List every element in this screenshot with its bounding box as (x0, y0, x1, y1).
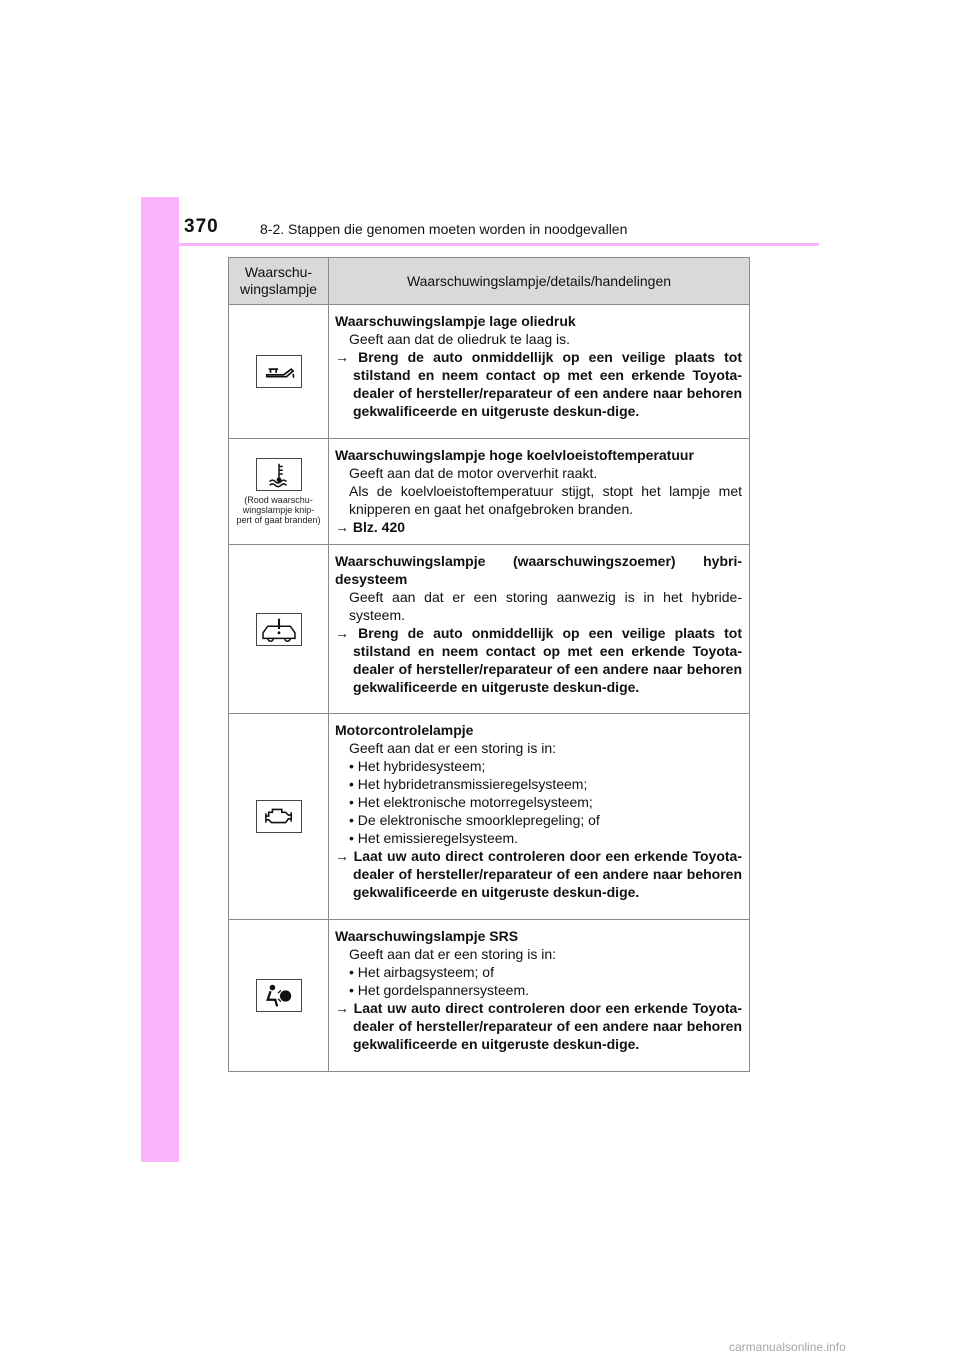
list-item-text: Het hybridesysteem; (357, 758, 486, 774)
lamp-title: Motorcontrolelampje (335, 722, 474, 738)
lamp-action (335, 999, 742, 1053)
lamp-cell (229, 439, 329, 545)
list-item-text: Het gordelspannersysteem. (357, 982, 529, 998)
bullet-icon: • (349, 964, 354, 980)
watermark: carmanualsonline.info (729, 1340, 846, 1354)
lamp-description: Geeft aan dat er een storing is in: (349, 946, 557, 962)
list-item-text: Het airbagsysteem; of (357, 964, 494, 980)
bullet-icon: • (349, 982, 354, 998)
arrow-icon: → (335, 625, 349, 641)
action-text: Blz. 420 (352, 519, 406, 535)
action-text: Laat uw auto direct controleren door een erkende Toyota-dealer of hersteller/reparateur of een andere naar behoren gekwalificeerde en uitgeruste deskun-dige. (353, 1000, 743, 1052)
bullet-icon: • (349, 776, 354, 792)
lamp-action (335, 624, 742, 696)
lamp-cell (229, 920, 329, 1072)
lamp-action (335, 847, 742, 901)
lamp-description: Geeft aan dat de motor oververhit raakt. (349, 465, 598, 481)
action-text: Breng de auto onmiddellijk op een veilige plaats tot stilstand en neem contact op met een erkende Toyota-dealer of hersteller/reparateur of een andere naar behoren gekwalificeerde en uitgeruste deskun-dige. (353, 349, 742, 419)
table-row (229, 920, 750, 1072)
list-item-text: De elektronische smoorklepregeling; of (357, 812, 600, 828)
lamp-note: (Rood waarschu- wingslampje knip- pert of gaat branden) (236, 495, 321, 525)
coolant-temperature-icon (256, 458, 302, 491)
hybrid-system-warning-icon (256, 613, 302, 646)
list-item-text: Het emissieregelsysteem. (357, 830, 519, 846)
column-header-lamp-text: Waarschu- wingslampje (239, 264, 318, 297)
action-text: Breng de auto onmiddellijk op een veilige plaats tot stilstand en neem contact op met een erkende Toyota-dealer of hersteller/reparateur of een andere naar behoren gekwalificeerde en uitgeruste deskun-dige. (353, 625, 742, 695)
action-text: Laat uw auto direct controleren door een erkende Toyota-dealer of hersteller/reparateur of een andere naar behoren gekwalificeerde en uitgeruste deskun-dige. (353, 848, 743, 900)
bullet-icon: • (349, 812, 354, 828)
list-item (335, 981, 742, 999)
table-row (229, 305, 750, 439)
check-engine-icon (256, 800, 302, 833)
lamp-description: Geeft aan dat er een storing is in: (349, 740, 557, 756)
lamp-title: Waarschuwingslampje SRS (335, 928, 519, 944)
table-row (229, 545, 750, 714)
list-item (335, 963, 742, 981)
column-header-details: Waarschuwingslampje/details/handelingen (329, 258, 750, 305)
list-item (335, 829, 742, 847)
column-header-lamp (229, 258, 329, 305)
lamp-description: Geeft aan dat er een storing aanwezig is in het hybride-systeem. (349, 589, 742, 623)
bullet-icon: • (349, 830, 354, 846)
lamp-action (335, 518, 742, 536)
arrow-icon: → (335, 349, 349, 365)
details-cell (329, 920, 750, 1072)
arrow-icon: → (335, 519, 349, 535)
bullet-icon: • (349, 794, 354, 810)
lamp-description-extra: Als de koelvloeistoftemperatuur stijgt, stopt het lampje met knipperen en gaat het onafgebroken branden. (349, 483, 742, 517)
lamp-action (335, 348, 742, 420)
list-item-text: Het elektronische motorregelsysteem; (357, 794, 593, 810)
list-item (335, 811, 742, 829)
list-item (335, 757, 742, 775)
arrow-icon: → (335, 1000, 349, 1016)
lamp-title: Waarschuwingslampje lage oliedruk (335, 313, 576, 329)
bullet-icon: • (349, 758, 354, 774)
lamp-title: Waarschuwingslampje hoge koelvloeistoftemperatuur (335, 447, 694, 463)
details-cell (329, 714, 750, 920)
srs-airbag-icon (256, 979, 302, 1012)
table-row (229, 714, 750, 920)
lamp-cell (229, 545, 329, 714)
list-item (335, 775, 742, 793)
table-row (229, 439, 750, 545)
warning-lamp-table (228, 257, 750, 1072)
oil-pressure-icon (256, 355, 302, 388)
list-item-text: Het hybridetransmissieregelsysteem; (357, 776, 588, 792)
details-cell (329, 545, 750, 714)
list-item (335, 793, 742, 811)
lamp-title: Waarschuwingslampje (waarschuwingszoemer) hybri-desysteem (335, 553, 742, 587)
lamp-cell (229, 714, 329, 920)
details-cell (329, 305, 750, 439)
chapter-sidebar-tab (141, 197, 179, 1162)
lamp-description: Geeft aan dat de oliedruk te laag is. (349, 331, 571, 347)
header-rule (141, 243, 819, 246)
section-title: 8-2. Stappen die genomen moeten worden in noodgevallen (260, 221, 628, 237)
arrow-icon: → (335, 848, 349, 864)
table-header-row (229, 258, 750, 305)
lamp-cell (229, 305, 329, 439)
page-number: 370 (184, 216, 219, 237)
details-cell (329, 439, 750, 545)
